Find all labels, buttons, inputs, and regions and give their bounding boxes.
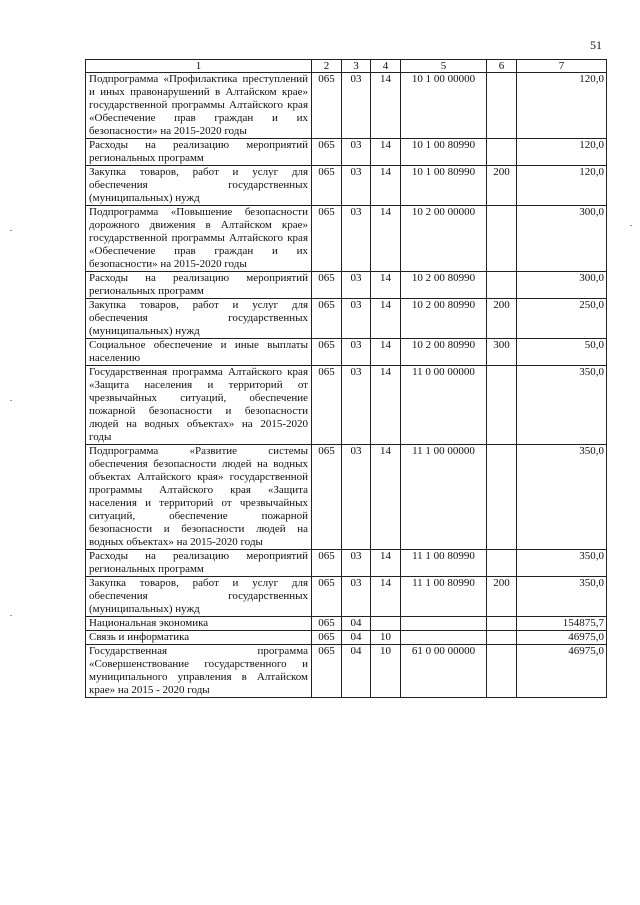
amount: 120,0 — [517, 166, 607, 206]
item-name: Государственная программа Алтайского края «Защита населения и территорий от чрезвычайных ситуаций, обеспечение пожарной безопасности и безопасности людей на водных объектах» на 2015-2020 годы — [86, 366, 312, 445]
amount: 250,0 — [517, 299, 607, 339]
section-code: 03 — [342, 139, 371, 166]
expense-type-code — [487, 272, 517, 299]
ministry-code: 065 — [312, 299, 342, 339]
amount: 120,0 — [517, 73, 607, 139]
margin-mark — [10, 400, 12, 401]
target-article-code: 10 1 00 80990 — [401, 139, 487, 166]
ministry-code: 065 — [312, 617, 342, 631]
subsection-code: 14 — [371, 272, 401, 299]
amount: 350,0 — [517, 445, 607, 550]
section-code: 03 — [342, 339, 371, 366]
table-row — [86, 73, 607, 139]
amount: 46975,0 — [517, 645, 607, 698]
item-name: Национальная экономика — [86, 617, 312, 631]
subsection-code: 14 — [371, 206, 401, 272]
subsection-code: 14 — [371, 550, 401, 577]
page-number: 51 — [590, 38, 602, 52]
amount: 300,0 — [517, 206, 607, 272]
subsection-code: 14 — [371, 139, 401, 166]
item-name: Расходы на реализацию мероприятий региональных программ — [86, 139, 312, 166]
item-name: Закупка товаров, работ и услуг для обеспечения государственных (муниципальных) нужд — [86, 166, 312, 206]
section-code: 03 — [342, 577, 371, 617]
ministry-code: 065 — [312, 445, 342, 550]
amount: 350,0 — [517, 366, 607, 445]
section-code: 03 — [342, 166, 371, 206]
budget-table — [85, 59, 607, 698]
item-name: Социальное обеспечение и иные выплаты населению — [86, 339, 312, 366]
header-row — [86, 60, 607, 73]
subsection-code: 14 — [371, 577, 401, 617]
target-article-code: 10 2 00 00000 — [401, 206, 487, 272]
item-name: Подпрограмма «Развитие системы обеспечения безопасности людей на водных объектах Алтайского края» государственной программы Алтайского края «Защита населения и территорий от чрезвычайных ситуаций, обеспечение пожарной безопасности и безопасности людей на водных объектах» на 2015-2020 годы — [86, 445, 312, 550]
amount: 300,0 — [517, 272, 607, 299]
target-article-code: 10 2 00 80990 — [401, 339, 487, 366]
table-row — [86, 339, 607, 366]
subsection-code: 10 — [371, 645, 401, 698]
column-header: 3 — [342, 60, 371, 73]
expense-type-code — [487, 206, 517, 272]
subsection-code: 10 — [371, 631, 401, 645]
expense-type-code — [487, 631, 517, 645]
table-row — [86, 445, 607, 550]
target-article-code — [401, 617, 487, 631]
amount: 350,0 — [517, 550, 607, 577]
subsection-code: 14 — [371, 299, 401, 339]
expense-type-code — [487, 645, 517, 698]
column-header: 5 — [401, 60, 487, 73]
section-code: 03 — [342, 366, 371, 445]
ministry-code: 065 — [312, 631, 342, 645]
section-code: 03 — [342, 445, 371, 550]
subsection-code: 14 — [371, 445, 401, 550]
expense-type-code — [487, 445, 517, 550]
ministry-code: 065 — [312, 577, 342, 617]
table-row — [86, 366, 607, 445]
amount: 350,0 — [517, 577, 607, 617]
item-name: Закупка товаров, работ и услуг для обеспечения государственных (муниципальных) нужд — [86, 577, 312, 617]
column-header: 1 — [86, 60, 312, 73]
amount: 50,0 — [517, 339, 607, 366]
target-article-code: 10 2 00 80990 — [401, 299, 487, 339]
expense-type-code — [487, 139, 517, 166]
expense-type-code: 200 — [487, 577, 517, 617]
item-name: Связь и информатика — [86, 631, 312, 645]
item-name: Расходы на реализацию мероприятий региональных программ — [86, 550, 312, 577]
margin-mark — [10, 615, 12, 616]
target-article-code: 11 0 00 00000 — [401, 366, 487, 445]
target-article-code: 11 1 00 00000 — [401, 445, 487, 550]
table-row — [86, 631, 607, 645]
item-name: Расходы на реализацию мероприятий региональных программ — [86, 272, 312, 299]
ministry-code: 065 — [312, 550, 342, 577]
expense-type-code — [487, 73, 517, 139]
target-article-code: 11 1 00 80990 — [401, 550, 487, 577]
expense-type-code: 300 — [487, 339, 517, 366]
expense-type-code — [487, 550, 517, 577]
table-row — [86, 206, 607, 272]
expense-type-code: 200 — [487, 299, 517, 339]
table-row — [86, 617, 607, 631]
column-header: 6 — [487, 60, 517, 73]
subsection-code: 14 — [371, 366, 401, 445]
item-name: Государственная программа «Совершенствование государственного и муниципального управления в Алтайском крае» на 2015 - 2020 годы — [86, 645, 312, 698]
table-row — [86, 299, 607, 339]
table-row — [86, 645, 607, 698]
target-article-code: 10 1 00 00000 — [401, 73, 487, 139]
section-code: 04 — [342, 617, 371, 631]
margin-mark — [10, 230, 12, 231]
target-article-code — [401, 631, 487, 645]
ministry-code: 065 — [312, 206, 342, 272]
ministry-code: 065 — [312, 339, 342, 366]
item-name: Подпрограмма «Повышение безопасности дорожного движения в Алтайском крае» государственной программы Алтайского края «Обеспечение прав граждан и их безопасности» на 2015-2020 годы — [86, 206, 312, 272]
subsection-code: 14 — [371, 73, 401, 139]
expense-type-code: 200 — [487, 166, 517, 206]
table-row — [86, 272, 607, 299]
subsection-code — [371, 617, 401, 631]
expense-type-code — [487, 617, 517, 631]
ministry-code: 065 — [312, 73, 342, 139]
amount: 154875,7 — [517, 617, 607, 631]
amount: 46975,0 — [517, 631, 607, 645]
item-name: Закупка товаров, работ и услуг для обеспечения государственных (муниципальных) нужд — [86, 299, 312, 339]
target-article-code: 10 1 00 80990 — [401, 166, 487, 206]
section-code: 03 — [342, 299, 371, 339]
table-row — [86, 166, 607, 206]
section-code: 03 — [342, 206, 371, 272]
table-row — [86, 577, 607, 617]
ministry-code: 065 — [312, 166, 342, 206]
column-header: 7 — [517, 60, 607, 73]
section-code: 03 — [342, 73, 371, 139]
target-article-code: 61 0 00 00000 — [401, 645, 487, 698]
expense-type-code — [487, 366, 517, 445]
ministry-code: 065 — [312, 139, 342, 166]
section-code: 04 — [342, 631, 371, 645]
column-header: 4 — [371, 60, 401, 73]
column-header: 2 — [312, 60, 342, 73]
section-code: 03 — [342, 272, 371, 299]
target-article-code: 10 2 00 80990 — [401, 272, 487, 299]
subsection-code: 14 — [371, 339, 401, 366]
subsection-code: 14 — [371, 166, 401, 206]
table-row — [86, 550, 607, 577]
table-row — [86, 139, 607, 166]
ministry-code: 065 — [312, 272, 342, 299]
ministry-code: 065 — [312, 645, 342, 698]
section-code: 03 — [342, 550, 371, 577]
amount: 120,0 — [517, 139, 607, 166]
margin-mark — [630, 225, 632, 226]
item-name: Подпрограмма «Профилактика преступлений и иных правонарушений в Алтайском крае» государственной программы Алтайского края «Обеспечение прав граждан и их безопасности» на 2015-2020 годы — [86, 73, 312, 139]
ministry-code: 065 — [312, 366, 342, 445]
section-code: 04 — [342, 645, 371, 698]
target-article-code: 11 1 00 80990 — [401, 577, 487, 617]
